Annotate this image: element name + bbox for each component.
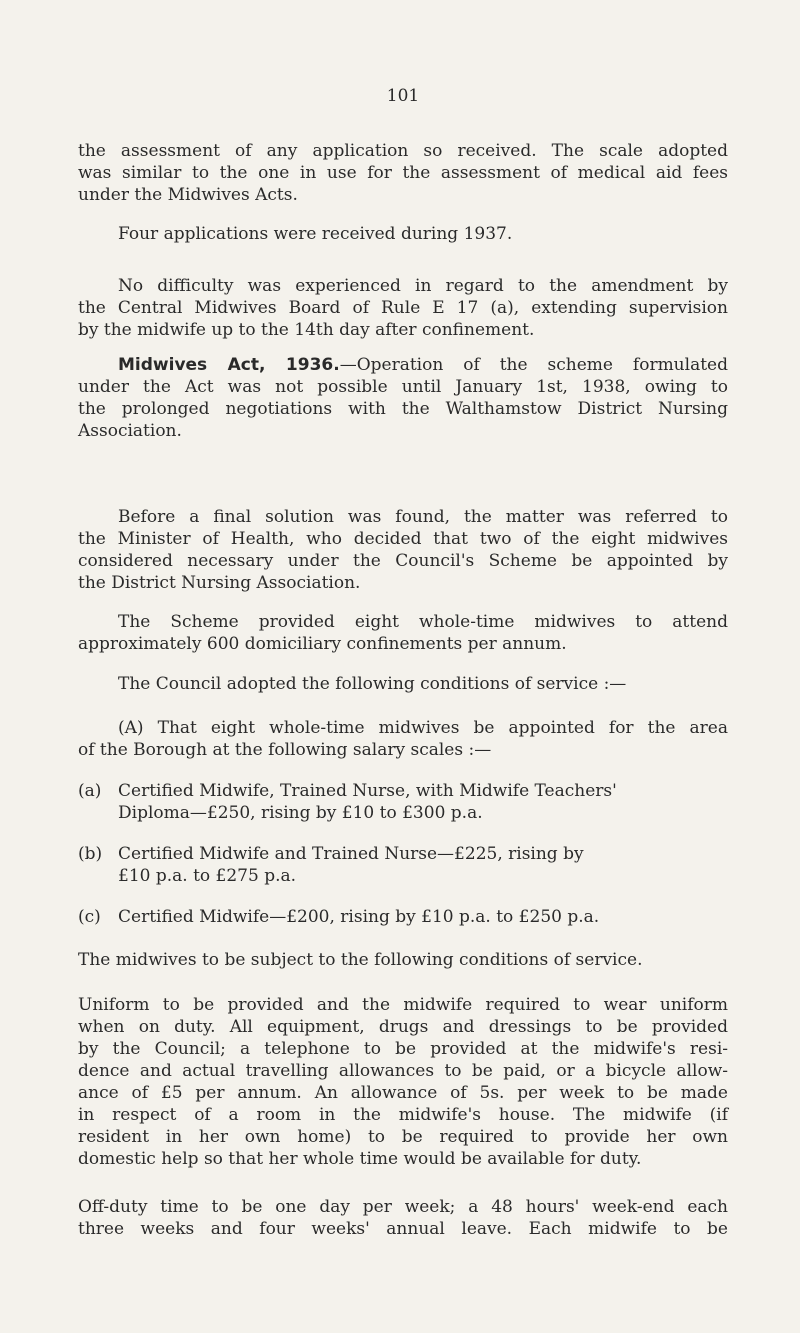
text-line: The Scheme provided eight whole-time midwives to attend (118, 612, 728, 632)
text-line: by the midwife up to the 14th day after confinement. (78, 320, 535, 340)
paragraph-off-duty (78, 1196, 728, 1240)
paragraph-uniform (78, 994, 728, 1170)
text-line: No difficulty was experienced in regard to the amendment by (118, 276, 728, 296)
paragraph-conditions-intro (78, 673, 728, 695)
text-line: domestic help so that her whole time would be available for duty. (78, 1149, 642, 1169)
list-line (78, 781, 617, 801)
list-marker: (c) (78, 907, 101, 927)
text-line: Association. (78, 421, 182, 441)
text-line: under the Act was not possible until January 1st, 1938, owing to (78, 377, 728, 397)
list-text: Certified Midwife—£200, rising by £10 p.a. to £250 p.a. (118, 907, 600, 927)
text-fragment: —Operation of the scheme formulated (339, 355, 728, 375)
list-text: Certified Midwife, Trained Nurse, with Midwife Teachers' (118, 781, 617, 801)
list-line (78, 907, 599, 927)
list-marker: (a) (78, 781, 102, 801)
paragraph-amendment (78, 275, 728, 341)
text-line: Uniform to be provided and the midwife required to wear uniform (78, 995, 728, 1015)
text-line: Before a final solution was found, the matter was referred to (118, 507, 728, 527)
paragraph-assessment (78, 140, 728, 206)
paragraph-midwives-act (78, 354, 728, 442)
paragraph-final-solution (78, 506, 728, 594)
paragraph-applications (78, 223, 728, 245)
text-line: under the Midwives Acts. (78, 185, 298, 205)
text-line: approximately 600 domiciliary confinements per annum. (78, 634, 567, 654)
list-continuation: £10 p.a. to £275 p.a. (118, 866, 297, 886)
text-line (78, 354, 728, 376)
text-line: the Central Midwives Board of Rule E 17 (a), extending supervision (78, 298, 728, 318)
text-line: when on duty. All equipment, drugs and dressings to be provided (78, 1017, 728, 1037)
paragraph-condition-a (78, 717, 728, 761)
text-line: ance of £5 per annum. An allowance of 5s. per week to be made (78, 1083, 728, 1103)
paragraph-scheme (78, 611, 728, 655)
text-line: was similar to the one in use for the assessment of medical aid fees (78, 163, 728, 183)
text-line: (A) That eight whole-time midwives be appointed for the area (118, 718, 728, 738)
paragraph-subject-conditions (78, 949, 728, 971)
text-line: in respect of a room in the midwife's house. The midwife (if (78, 1105, 728, 1125)
text-line: Off-duty time to be one day per week; a 48 hours' week-end each (78, 1197, 728, 1217)
salary-scale-item (78, 843, 728, 887)
document-page (78, 0, 728, 1333)
text-line: The midwives to be subject to the following conditions of service. (78, 950, 643, 970)
list-continuation: Diploma—£250, rising by £10 to £300 p.a. (118, 803, 483, 823)
text-line: three weeks and four weeks' annual leave. Each midwife to be (78, 1219, 728, 1239)
text-line: considered necessary under the Council's Scheme be appointed by (78, 551, 728, 571)
text-line: dence and actual travelling allowances to be paid, or a bicycle allow- (78, 1061, 728, 1081)
salary-scale-item (78, 906, 728, 928)
text-line: the prolonged negotiations with the Walthamstow District Nursing (78, 399, 728, 419)
text-line: Four applications were received during 1937. (118, 224, 513, 244)
page-number: 101 (386, 86, 420, 106)
list-text: Certified Midwife and Trained Nurse—£225, rising by (118, 844, 584, 864)
text-line: the Minister of Health, who decided that two of the eight midwives (78, 529, 728, 549)
list-marker: (b) (78, 844, 103, 864)
section-heading: Midwives Act, 1936. (118, 355, 340, 375)
text-line: the District Nursing Association. (78, 573, 361, 593)
text-line: the assessment of any application so received. The scale adopted (78, 141, 728, 161)
text-line: The Council adopted the following conditions of service :— (118, 674, 627, 694)
text-line: by the Council; a telephone to be provided at the midwife's resi- (78, 1039, 728, 1059)
list-line (78, 844, 584, 864)
salary-scale-item (78, 780, 728, 824)
text-line: of the Borough at the following salary scales :— (78, 740, 492, 760)
text-line: resident in her own home) to be required to provide her own (78, 1127, 728, 1147)
